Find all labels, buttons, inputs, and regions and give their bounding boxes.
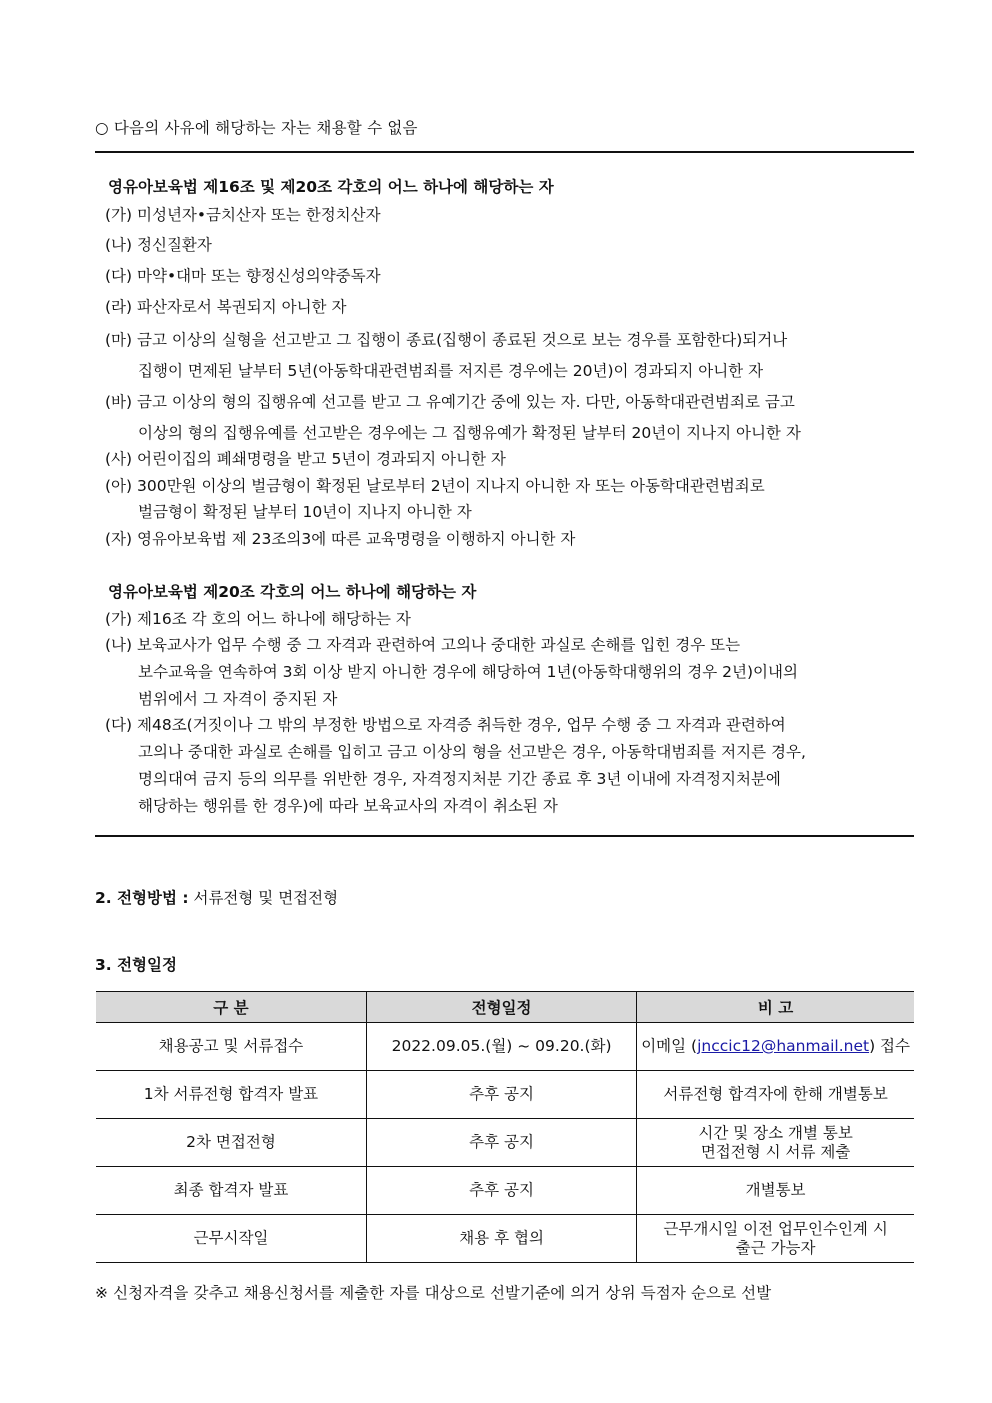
section1-item-a: (아) 300만원 이상의 벌금형이 확정된 날로부터 2년이 지나지 아니한 자 또는 아동학대관련범죄로 벌금형이 확정된 날부터 10년이 지나지 아니한 자: [105, 477, 765, 521]
section2-item-na: (나) 보육교사가 업무 수행 중 그 자격과 관련하여 고의나 중대한 과실로 손해를 입힌 경우 또는 보수교육을 연속하여 3회 이상 받지 아니한 경우에 해당하여 1년(아동학대행위의 경우 2년)이내의 범위에서 그 자격이 중지된 자: [105, 636, 798, 708]
section-bottom-rule: [95, 835, 914, 837]
footnote: ※ 신청자격을 갖추고 채용신청서를 제출한 자를 대상으로 선발기준에 의거 상위 득점자 순으로 선발: [95, 1284, 772, 1302]
table-row: [96, 1023, 914, 1071]
email-link[interactable]: jnccic12@hanmail.net: [697, 1037, 870, 1055]
schedule-label: 3. 전형일정: [95, 956, 177, 974]
schedule-table: [96, 991, 914, 1263]
selection-method-value: 서류전형 및 면접전형: [188, 889, 339, 907]
cell-date: 채용 후 협의: [366, 1215, 636, 1263]
section2-title: 영유아보육법 제20조 각호의 어느 하나에 해당하는 자: [108, 583, 477, 601]
cell-date: 추후 공지: [366, 1071, 636, 1119]
cell-date: 추후 공지: [366, 1119, 636, 1167]
section1-item-na: (나) 정신질환자: [105, 236, 212, 254]
cell-remarks: 시간 및 장소 개별 통보 면접전형 시 서류 제출: [637, 1119, 914, 1167]
selection-method: [95, 886, 338, 908]
cell-category: 1차 서류전형 합격자 발표: [96, 1071, 366, 1119]
header-remarks: 비 고: [637, 992, 914, 1023]
table-row: [96, 1071, 914, 1119]
cell-remarks: 개별통보: [637, 1167, 914, 1215]
section1-item-ba: (바) 금고 이상의 형의 집행유예 선고를 받고 그 유예기간 중에 있는 자. 다만, 아동학대관련범죄로 금고 이상의 형의 집행유예를 선고받은 경우에는 그 집행유예가 확정된 날부터 20년이 지나지 아니한 자: [105, 393, 801, 442]
cell-remarks: 근무개시일 이전 업무인수인계 시 출근 가능자: [637, 1215, 914, 1263]
section1-item-ja: (자) 영유아보육법 제 23조의3에 따른 교육명령을 이행하지 아니한 자: [105, 530, 576, 548]
section2-item-ga: (가) 제16조 각 호의 어느 하나에 해당하는 자: [105, 610, 411, 628]
cell-remarks: 이메일 (jnccic12@hanmail.net) 접수: [637, 1023, 914, 1071]
cell-category: 2차 면접전형: [96, 1119, 366, 1167]
table-row: [96, 1215, 914, 1263]
disqualification-heading: ○ 다음의 사유에 해당하는 자는 채용할 수 없음: [95, 119, 418, 137]
section1-title: 영유아보육법 제16조 및 제20조 각호의 어느 하나에 해당하는 자: [108, 178, 554, 196]
cell-category: 최종 합격자 발표: [96, 1167, 366, 1215]
cell-date: 2022.09.05.(월) ~ 09.20.(화): [366, 1023, 636, 1071]
section1-item-da: (다) 마약•대마 또는 향정신성의약중독자: [105, 267, 381, 285]
table-header-row: [96, 992, 914, 1023]
section1-item-ma: (마) 금고 이상의 실형을 선고받고 그 집행이 종료(집행이 종료된 것으로 보는 경우를 포함한다)되거나 집행이 면제된 날부터 5년(아동학대관련범죄를 저지른 경우에는 20년)이 경과되지 아니한 자: [105, 331, 788, 380]
section2-item-da: (다) 제48조(거짓이나 그 밖의 부정한 방법으로 자격증 취득한 경우, 업무 수행 중 그 자격과 관련하여 고의나 중대한 과실로 손해를 입히고 금고 이상의 형을 선고받은 경우, 아동학대범죄를 저지른 경우, 명의대여 금지 등의 의무를 위반한 경우, 자격정지처분 기간 종료 후 3년 이내에 자격정지처분에 해당하는 행위를 한 경우)에 따라 보육교사의 자격이 취소된 자: [105, 716, 806, 815]
section1-item-ra: (라) 파산자로서 복권되지 아니한 자: [105, 298, 347, 316]
header-category: 구 분: [96, 992, 366, 1023]
cell-category: 채용공고 및 서류접수: [96, 1023, 366, 1071]
section1-item-ga: (가) 미성년자•금치산자 또는 한정치산자: [105, 206, 381, 224]
cell-category: 근무시작일: [96, 1215, 366, 1263]
section1-item-sa: (사) 어린이집의 폐쇄명령을 받고 5년이 경과되지 아니한 자: [105, 450, 506, 468]
cell-remarks: 서류전형 합격자에 한해 개별통보: [637, 1071, 914, 1119]
cell-date: 추후 공지: [366, 1167, 636, 1215]
header-schedule: 전형일정: [366, 992, 636, 1023]
table-row: [96, 1167, 914, 1215]
selection-method-label: 2. 전형방법 :: [95, 889, 189, 907]
section-top-rule: [95, 151, 914, 153]
table-row: [96, 1119, 914, 1167]
